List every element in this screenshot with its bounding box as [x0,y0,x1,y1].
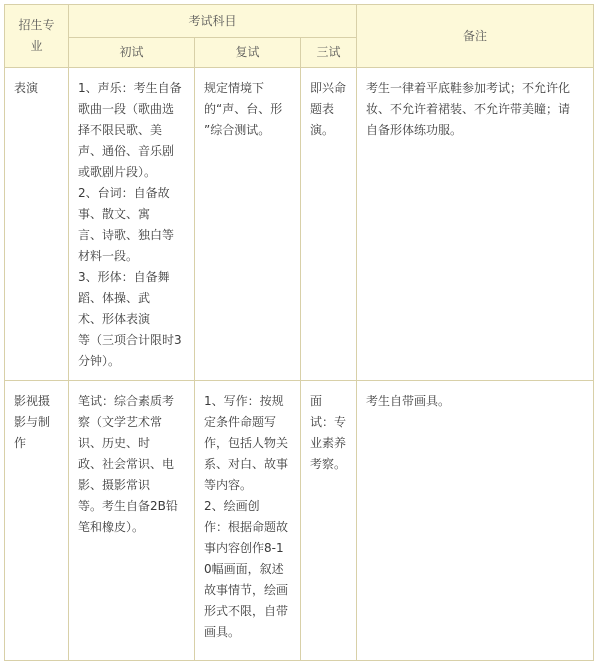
cell-text-line: 2、绘画创 [204,499,260,513]
cell-text-line: 画具。 [204,625,241,639]
cell-text-line: 影、摄影常识 [78,478,151,492]
cell-text-line: 蹈、体操、武 [78,291,151,305]
cell-major [5,381,69,661]
cell-text-line: 0幅画面，叙述 [204,562,284,576]
cell-text-line: 妆、不允许着裙装、不允许带美瞳；请 [366,102,571,116]
cell-preliminary [69,68,195,381]
cell-text-line: 影视摄 [14,394,51,408]
header-remarks: 备注 [357,5,594,68]
cell-text-line: 1、声乐：考生自备 [78,81,182,95]
cell-text-line: 题表 [310,102,335,116]
cell-major [5,68,69,381]
cell-text-line: 材料一段。 [78,249,139,263]
cell-text-line: 事内容创作8-1 [204,541,284,555]
cell-text-line: 演。 [310,123,335,137]
cell-text-line: 言、诗歌、独白等 [78,228,175,242]
cell-text-line: 识、历史、时 [78,436,151,450]
cell-text-line: 或歌剧片段）。 [78,165,157,179]
cell-remarks [357,68,594,381]
cell-text-line: 表演 [14,81,39,95]
cell-text-line: 作：根据命题故 [204,520,289,534]
cell-text-line: 等。考生自备2B铅 [78,499,178,513]
cell-third-exam [301,381,357,661]
header-major-line: 招生专 [18,18,55,32]
cell-second-exam [195,381,301,661]
cell-text-line: 声、通俗、音乐剧 [78,144,175,158]
cell-text-line: 考生自带画具。 [366,394,451,408]
cell-remarks [357,381,594,661]
cell-text-line: 业素养 [310,436,347,450]
cell-text-line: 故事情节，绘画 [204,583,289,597]
cell-text-line: 系、对白、故事 [204,457,289,471]
table-row [5,68,594,381]
header-major-line: 业 [30,39,43,53]
cell-preliminary [69,381,195,661]
cell-text-line: 2、台词：自备故 [78,186,170,200]
cell-text-line: 术、形体表演 [78,312,151,326]
table-row [5,381,594,661]
cell-text-line: 的“声、台、形 [204,102,283,116]
cell-third-exam [301,68,357,381]
cell-text-line: 考生一律着平底鞋参加考试；不允许化 [366,81,571,95]
cell-text-line: 笔试：综合素质考 [78,394,175,408]
cell-text-line: 作，包括人物关 [204,436,289,450]
header-preliminary: 初试 [69,38,195,68]
exam-subjects-table [4,4,594,661]
cell-text-line: 1、写作：按规 [204,394,284,408]
cell-text-line: 即兴命 [310,81,347,95]
cell-text-line: 3、形体：自备舞 [78,270,170,284]
cell-second-exam [195,68,301,381]
header-major [5,5,69,68]
cell-text-line: 分钟）。 [78,354,121,368]
cell-text-line: 政、社会常识、电 [78,457,175,471]
cell-text-line: 试：专 [310,415,347,429]
cell-text-line: 面 [310,394,323,408]
cell-text-line: 歌曲一段（歌曲选 [78,102,175,116]
cell-text-line: 定条件命题写 [204,415,277,429]
header-exam-subjects: 考试科目 [69,5,357,38]
cell-text-line: 察（文学艺术常 [78,415,163,429]
cell-text-line: 择不限民歌、美 [78,123,163,137]
cell-text-line: 等内容。 [204,478,253,492]
cell-text-line: 形式不限，自带 [204,604,289,618]
cell-text-line: 规定情境下 [204,81,265,95]
cell-text-line: 等（三项合计限时3 [78,333,182,347]
cell-text-line: 笔和橡皮）。 [78,520,145,534]
cell-text-line: 考察。 [310,457,347,471]
cell-text-line: 影与制 [14,415,51,429]
cell-text-line: ”综合测试。 [204,123,271,137]
header-second-exam: 复试 [195,38,301,68]
cell-text-line: 自备形体练功服。 [366,123,463,137]
header-third-exam: 三试 [301,38,357,68]
cell-text-line: 作 [14,436,27,450]
cell-text-line: 事、散文、寓 [78,207,151,221]
